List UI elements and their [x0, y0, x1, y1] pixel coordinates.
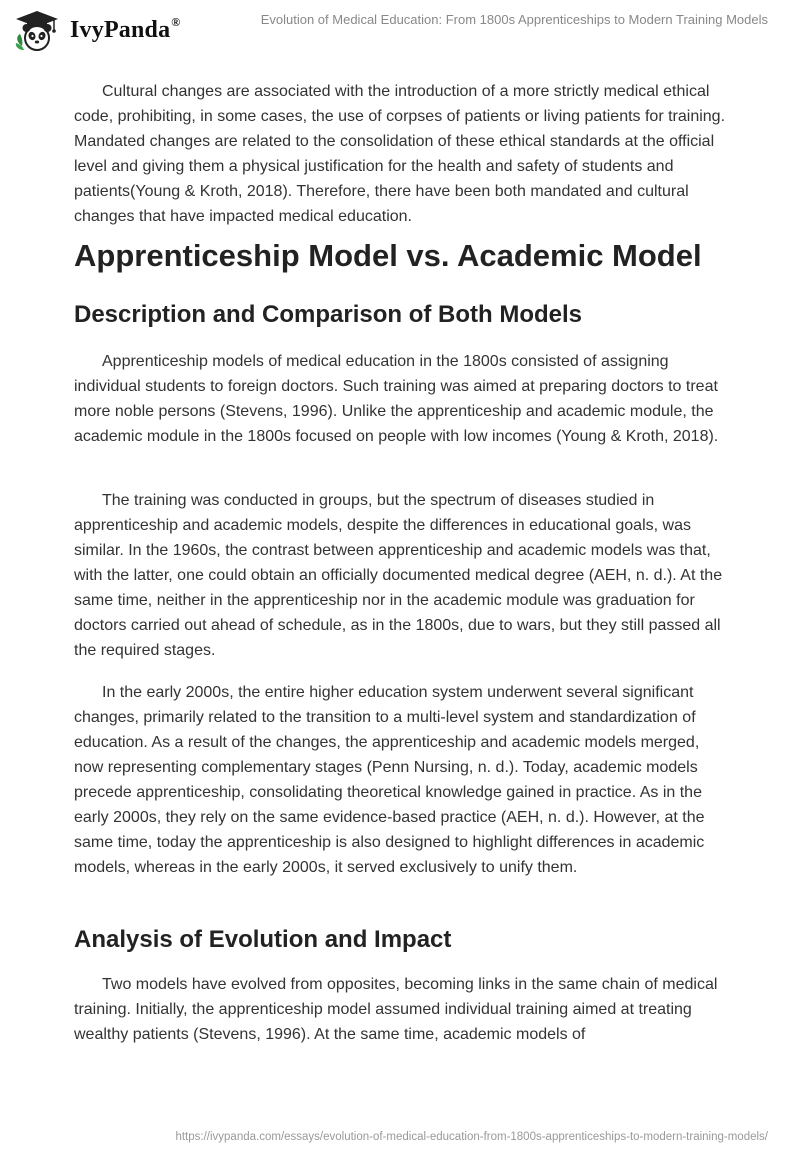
- paragraph-group-training: The training was conducted in groups, but the spectrum of diseases studied in apprenticeship and academic models, despite the differences in educational goals, was similar. In the 1960s, the contrast between apprenticeship and academic models was that, with the latter, one could obtain an officially documented medical degree (AEH, n. d.). At the same time, neither in the apprenticeship nor in the academic module was graduation for doctors carried out ahead of schedule, as in the 1800s, due to wars, but they still passed all the required stages.: [74, 492, 723, 659]
- document-title: Evolution of Medical Education: From 1800s Apprenticeships to Modern Training Models: [260, 12, 768, 27]
- brand-name: IvyPanda®: [70, 14, 181, 43]
- paragraph-early-2000s: In the early 2000s, the entire higher education system underwent several significant changes, primarily related to the transition to a multi-level system and standardization of education. As a result of the changes, the apprenticeship and academic models merged, now representing complementary stages (Penn Nursing, n. d.). Today, academic models precede apprenticeship, consolidating theoretical knowledge gained in practice. As in the early 2000s, they rely on the same evidence-based practice (AEH, n. d.). However, at the same time, today the apprenticeship is also designed to highlight differences in academic models, whereas in the early 2000s, it served exclusively to unify them.: [74, 684, 705, 876]
- page-header: [0, 0, 800, 54]
- paragraph-apprenticeship-1800s: Apprenticeship models of medical education in the 1800s consisted of assigning individual students to foreign doctors. Such training was aimed at preparing doctors to treat more noble persons (Stevens, 1996). Unlike the apprenticeship and academic module, the academic module in the 1800s focused on people with low incomes (Young & Kroth, 2018).: [74, 353, 719, 445]
- paragraph-evolution: Two models have evolved from opposites, becoming links in the same chain of medical training. Initially, the apprenticeship model assumed individual training aimed at treating wealthy patients (Stevens, 1996). At the same time, academic models of: [74, 976, 718, 1043]
- intro-paragraph: Cultural changes are associated with the introduction of a more strictly medical ethical code, prohibiting, in some cases, the use of corpses of patients or living patients for training. Mandated changes are related to the consolidation of these ethical standards at the official level and giving them a physical justification for the health and safety of students and patients(Young & Kroth, 2018). Therefore, there have been both mandated and cultural changes that have impacted medical education.: [74, 83, 726, 225]
- subsection-heading-description: Description and Comparison of Both Models: [74, 301, 583, 328]
- panda-graduate-icon: [12, 8, 62, 52]
- source-url-link[interactable]: https://ivypanda.com/essays/evolution-of-medical-education-from-1800s-apprenticeships-to-modern-training-models/: [175, 1131, 768, 1143]
- section-heading: Apprenticeship Model vs. Academic Model: [74, 238, 702, 273]
- ivypanda-logo[interactable]: [12, 8, 180, 52]
- registered-mark: ®: [171, 14, 181, 29]
- subsection-heading-analysis: Analysis of Evolution and Impact: [74, 926, 452, 953]
